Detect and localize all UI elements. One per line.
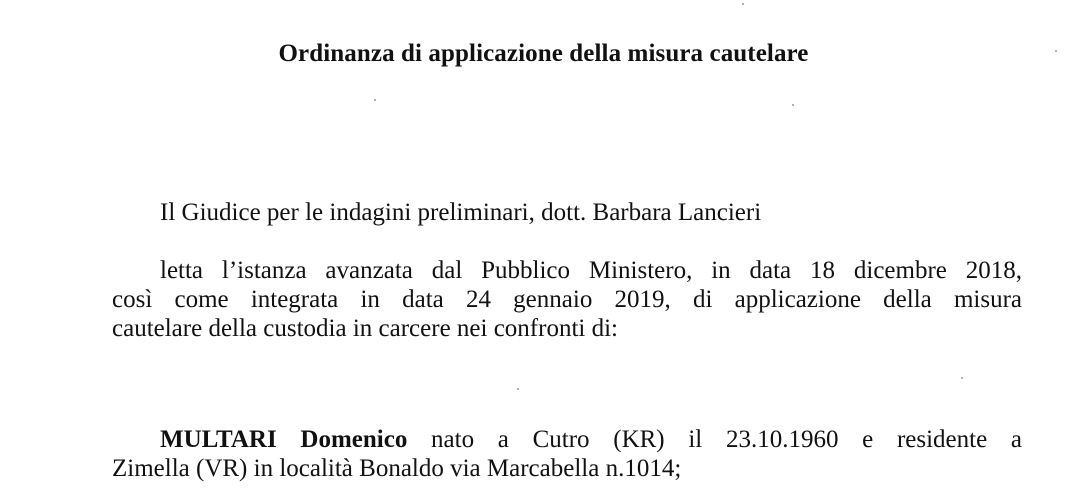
scan-speck — [792, 104, 794, 106]
defendant-paragraph — [112, 425, 1022, 483]
request-line-2: così come integrata in data 24 gennaio 2019, di applicazione della misura — [112, 286, 1022, 313]
defendant-name: MULTARI Domenico — [160, 426, 408, 453]
document-title: Ordinanza di applicazione della misura cautelare — [278, 40, 809, 67]
scan-speck — [1055, 50, 1057, 52]
scan-speck — [517, 388, 519, 390]
request-line-1: letta l’istanza avanzata dal Pubblico Ministero, in data 18 dicembre 2018, — [160, 257, 1022, 284]
defendant-line-1 — [112, 425, 1022, 454]
defendant-line-2: Zimella (VR) in località Bonaldo via Marcabella n.1014; — [112, 455, 682, 482]
scan-speck — [961, 377, 963, 379]
judge-line: Il Giudice per le indagini preliminari, dott. Barbara Lancieri — [160, 199, 762, 226]
request-line-3: cautelare della custodia in carcere nei confronti di: — [112, 315, 618, 342]
scan-speck — [374, 99, 376, 101]
defendant-birth-residence: nato a Cutro (KR) il 23.10.1960 e residente a — [407, 426, 1022, 453]
judge-paragraph — [112, 198, 1022, 227]
request-paragraph — [112, 256, 1022, 343]
scan-speck — [742, 3, 744, 5]
